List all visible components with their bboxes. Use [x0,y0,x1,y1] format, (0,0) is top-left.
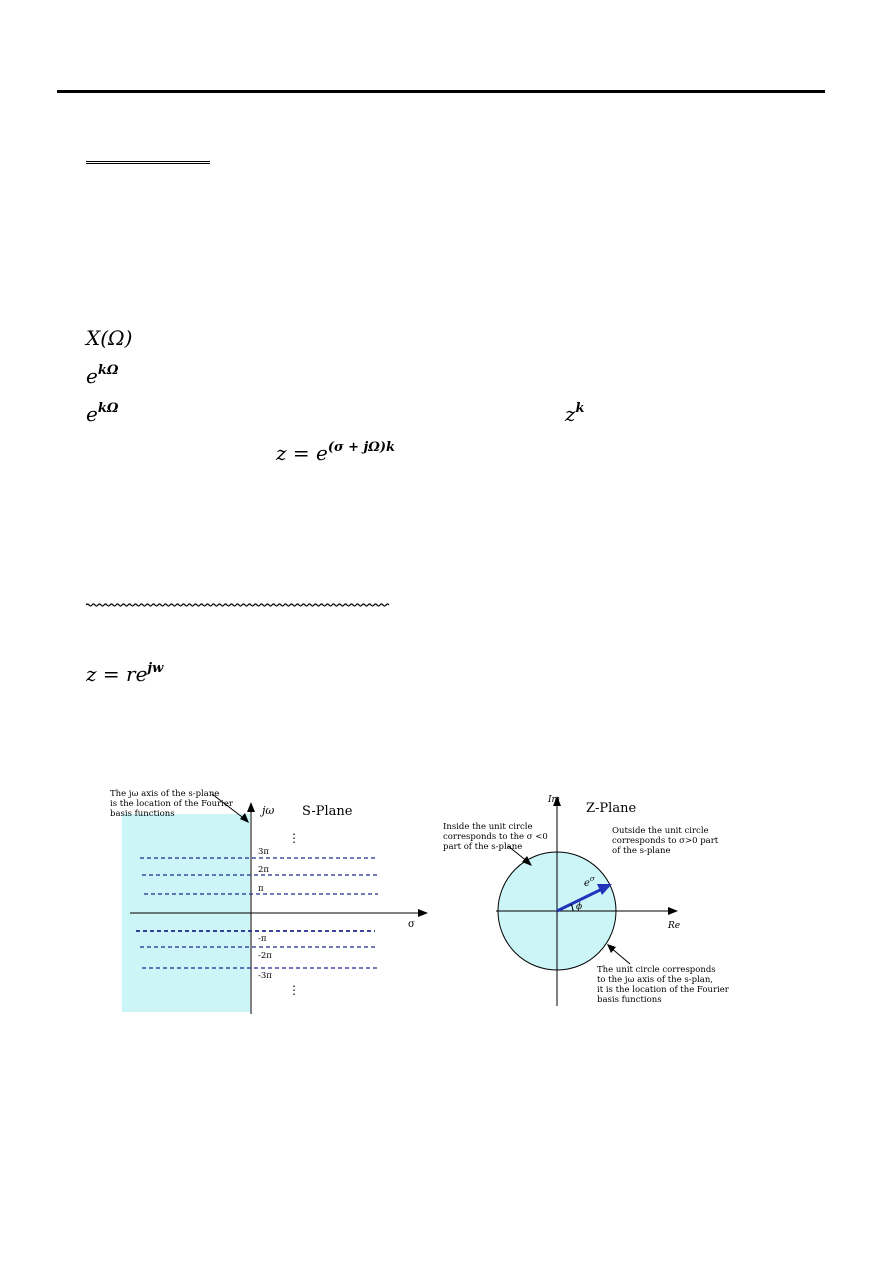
z-plane-outside-note-1: Outside the unit circle [612,826,709,836]
z-plane-inside-note-2: corresponds to the σ <0 [443,832,548,842]
s-plane-annotation-line-1: The jω axis of the s-plane [110,789,220,799]
equation-ek-omega-2: $e^{k\Omega}$ [86,401,119,426]
z-plane-circle-arrowhead [607,944,616,953]
equation-z-polar: $z = re^{jw}$ [86,661,164,686]
s-plane-title: S-Plane [302,804,353,819]
heading-underline [86,161,210,164]
z-plane-outside-note-3: of the s-plane [612,846,671,856]
s-plane-annotation-line-2: is the location of the Fourier [110,799,233,809]
s-plane-annotation-line-3: basis functions [110,809,175,819]
s-plane-sigma-label: σ [408,919,415,930]
s-plane-tick-neg-pi: -π [258,934,267,944]
s-plane-sigma-arrowhead [418,909,428,917]
equation-z-definition: $z = e^{(\sigma + j\Omega)k}$ [276,440,395,465]
z-plane-circle-note-3: it is the location of the Fourier [597,985,729,995]
z-plane-im-label: Im [548,795,561,805]
z-plane-angle-label: ϕ [576,902,583,912]
s-plane-dots-top: ⋮ [288,831,300,845]
z-plane-vector-label: $e^\sigma$ [584,875,595,889]
equation-z-k: $z^k$ [565,401,585,426]
z-plane-outside-note-2: corresponds to σ>0 part [612,836,719,846]
s-plane-jw-label: jω [262,804,275,817]
s-plane-tick-pi: π [258,884,264,894]
z-plane-inside-note-1: Inside the unit circle [443,822,533,832]
z-plane-title: Z-Plane [586,801,637,816]
s-plane-z-plane-figure [110,780,730,1020]
s-plane-tick-3pi: 3π [258,847,269,857]
wavy-underline [86,603,390,607]
z-plane-circle-note-1: The unit circle corresponds [597,965,716,975]
s-plane-jw-arrowhead [247,802,255,812]
s-plane-diagram [110,789,428,1014]
header-rule [57,90,825,93]
z-plane-re-label: Re [668,921,681,931]
s-plane-tick-2pi: 2π [258,865,269,875]
s-plane-tick-neg-2pi: -2π [258,951,272,961]
z-plane-inside-note-3: part of the s-plane [443,842,523,852]
z-plane-diagram [443,795,730,1006]
s-plane-tick-neg-3pi: -3π [258,971,272,981]
s-plane-dots-bottom: ⋮ [288,983,300,997]
equation-ek-omega-1: $e^{k\Omega}$ [86,363,119,388]
equation-x-omega: X(Ω) [86,326,133,350]
z-plane-circle-note-2: to the jω axis of the s-plan, [597,975,713,985]
z-plane-circle-note-4: basis functions [597,995,662,1005]
z-plane-re-arrowhead [668,907,678,915]
